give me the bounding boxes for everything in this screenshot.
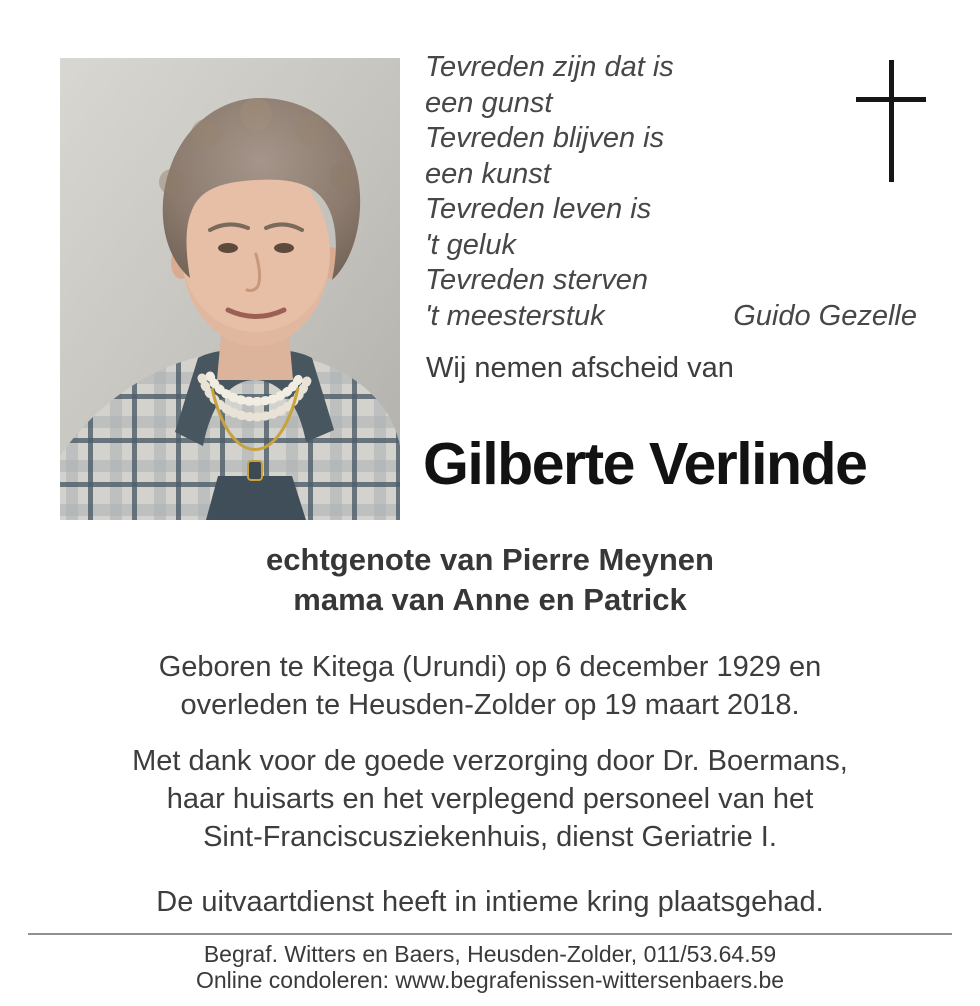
poem-line: Tevreden blijven is: [425, 122, 665, 154]
birth-line: Geboren te Kitega (Urundi) op 6 december 1929 en: [158, 651, 822, 683]
acknowledgement-line: haar huisarts en het verplegend personeel van het: [166, 783, 814, 815]
farewell-intro: Wij nemen afscheid van: [426, 352, 734, 384]
poem-author: Guido Gezelle: [733, 299, 917, 332]
relations: [0, 540, 980, 620]
acknowledgement: [0, 742, 980, 856]
poem-line: een gunst: [425, 86, 553, 119]
poem-line: Tevreden sterven: [425, 264, 649, 296]
relation-children: mama van Anne en Patrick: [293, 582, 687, 617]
condolence-url: Online condoleren: www.begrafenissen-wittersenbaers.be: [195, 967, 785, 993]
poem: [425, 50, 917, 334]
poem-line: een kunst: [425, 157, 551, 190]
acknowledgement-line: Met dank voor de goede verzorging door Dr. Boermans,: [132, 745, 848, 777]
divider: [28, 933, 952, 935]
poem-last-line: [425, 299, 917, 335]
portrait-illustration: [60, 58, 400, 520]
death-line: overleden te Heusden-Zolder op 19 maart 2018.: [180, 689, 800, 721]
birth-death-info: [0, 648, 980, 724]
poem-line: 't meesterstuk: [425, 299, 605, 332]
deceased-name: Gilberte Verlinde: [423, 431, 867, 497]
funeral-home-info: Begraf. Witters en Baers, Heusden-Zolder, 011/53.64.59: [203, 941, 777, 967]
cross-icon: [856, 60, 926, 182]
poem-line: 't geluk: [425, 228, 516, 261]
service-note: De uitvaartdienst heeft in intieme kring plaatsgehad.: [156, 886, 824, 918]
poem-line: Tevreden leven is: [425, 193, 652, 225]
relation-spouse: echtgenote van Pierre Meynen: [266, 542, 714, 577]
acknowledgement-line: Sint-Franciscusziekenhuis, dienst Geriatrie I.: [203, 821, 777, 853]
poem-line: Tevreden zijn dat is: [425, 51, 674, 83]
portrait-photo: [60, 58, 400, 520]
